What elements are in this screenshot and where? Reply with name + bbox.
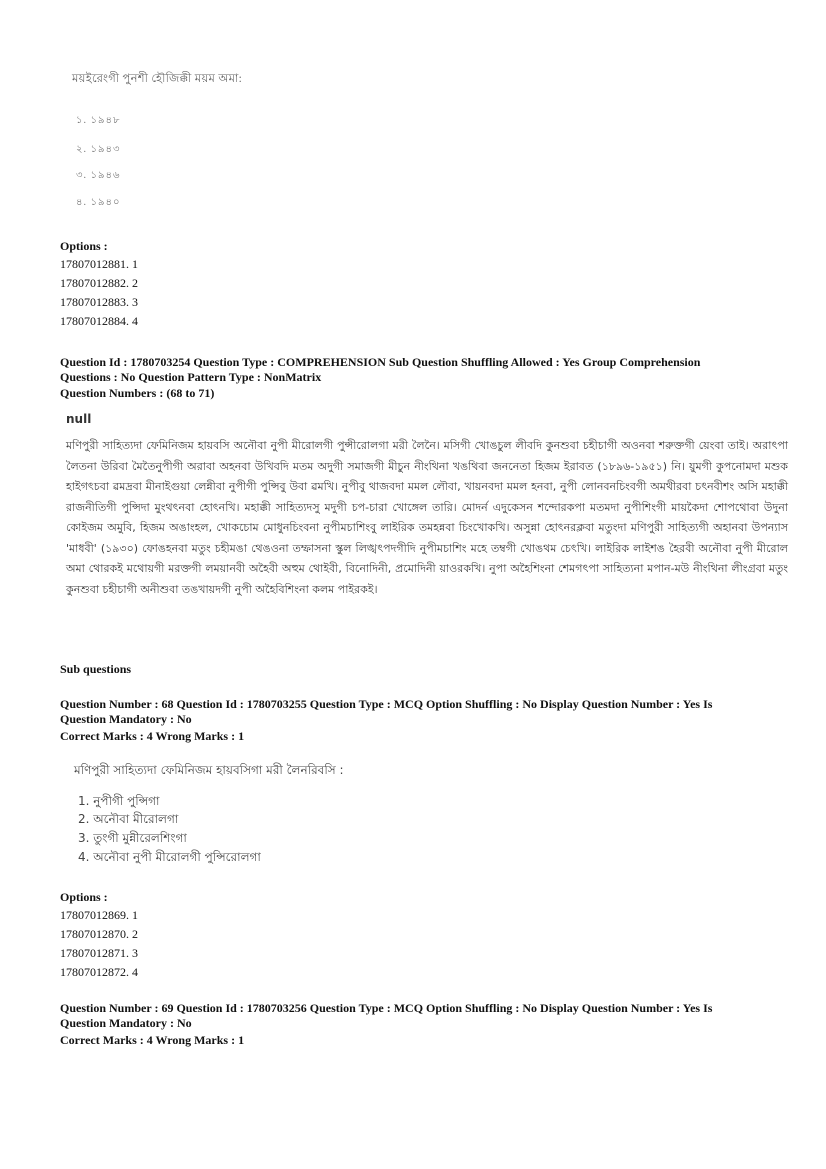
option-id: 17807012882. 2 [60,276,138,290]
question-68-option-3: 3. তুংগী মুন্নীরেলশিংগা [78,831,187,845]
option-id: 17807012871. 3 [60,946,138,960]
question-meta-line: Question Number : 68 Question Id : 1780703255 Question Type : MCQ Option Shuffling : No Display Question Number : Yes Is [60,697,713,711]
previous-question-option-1: ১. ১৯৪৮ [76,115,121,126]
question-68-meta [60,697,770,727]
question-meta-line: Question Mandatory : No [60,712,192,726]
comprehension-header-line: Questions : No Question Pattern Type : NonMatrix [60,370,322,384]
option-id: 17807012872. 4 [60,965,138,979]
option-id: 17807012869. 1 [60,908,138,922]
sub-questions-label: Sub questions [60,662,132,676]
comprehension-passage: মণিপুরী সাহিত্যদা ফেমিনিজম হায়বসি অনৌবা নুপী মীরোলগী পুন্সীরোলগা মরী লৈনৈ। মসিগী খোঙচুল লীবদি কুনশুবা চহীচাগী অওনবা শরুক্তগী য়েংবা তাই। অরাৎপা লৈতনা উরিবা মৈতৈনুপীগী অরাবা অহনবা উখিবদি মতম অদুগী সমাজগী মীচুন নীংথিনা খঙথিবা জননেতা হিজম ইরাবত (১৮৯৬-১৯৫১) নি। য়ুমগী কুপনোমদা মশুক হাইগৎচবা ৱমদ্রবা মীনাইগুয়া লেন্নীবা নুপীগী পুন্সিবু উবা ৱমখি। নুপীবু থাজবদা মমল লৌবা, খায়নবদা মমল হনবা, নুপী লোনবনচিংবগী অমথীরবা চৎনবীশং অসি মহাক্কী রাজনীতিগী পুন্সিদা মুংথৎনবা হোৎনখি। মহাক্কী সাহিত্যদসু মদুগী চপ-চারা খোঙ্গেল তারি। মোদর্ন এদুকেসন শন্দোরকপা মতমদা নুপীশিংগী মায়কৈদা শোপথোবা উদুনা কোইজম অমুবি, হিজম অঙাংহল, খোকচোম মোধুনচিংবনা নুপীমচাশিংবু লাইরিক তমহন্নবা চিংখোকখি। অসুন্না হোৎনরক্লবা মতুংদা মণিপুরী সাহিত্যগী অহানবা উপন্যাস 'মাধবী' (১৯৩০) ফোঙহনবা মতুং চহীমঙা থেঙওনা তম্ফাসনা স্কুল লিঙ্খৎপদগীদি নুপীমচাশিং মহে তম্বগী খোঙথম চেৎখি। লাইরিক লাইশঙ হৈরবী অনৌবা নুপী মীরোল অমা থোরকই মথোয়গী মরক্তগী লময়ানবী অহৈবী অহুম থোইবী, বিনোদিনী, প্রমোদিনী য়াওরকখি। নুপা অহৈশিংনা শেমগৎপা সাহিত্যনা মপান-মউ নীংথিনা লীংগ্রবা মতুং কুনশুবা চহীচাগী অনীশুবা তঙখায়দগী নুপী অহৈবিশিংনা কলম পাইরকই। [66,439,788,596]
option-id: 17807012881. 1 [60,257,138,271]
options-label: Options : [60,890,108,904]
question-69-meta [60,1001,770,1031]
question-69-marks: Correct Marks : 4 Wrong Marks : 1 [60,1033,245,1047]
question-68-stem: মণিপুরী সাহিত্যদা ফেমিনিজম হায়বসিগা মরী লৈনরিবসি : [74,763,344,777]
option-id: 17807012884. 4 [60,314,138,328]
options-label: Options : [60,239,108,253]
question-68-marks: Correct Marks : 4 Wrong Marks : 1 [60,729,245,743]
previous-question-option-3: ৩. ১৯৪৬ [76,170,121,181]
question-meta-line: Question Number : 69 Question Id : 1780703256 Question Type : MCQ Option Shuffling : No Display Question Number : Yes Is [60,1001,713,1015]
question-68-option-2: 2. অনৌবা মীরোলগা [78,812,179,826]
question-meta-line: Question Mandatory : No [60,1016,192,1030]
previous-question-option-2: ২. ১৯৪৩ [76,144,121,155]
question-68-option-4: 4. অনৌবা নুপী মীরোলগী পুন্সিরোলগা [78,850,261,864]
option-id: 17807012883. 3 [60,295,138,309]
question-numbers: Question Numbers : (68 to 71) [60,386,215,400]
null-label: null [66,412,92,426]
comprehension-header-line: Question Id : 1780703254 Question Type : COMPREHENSION Sub Question Shuffling Allowed : Yes Group Comprehension [60,355,701,369]
comprehension-header [60,355,770,385]
previous-question-stem: ময়ইরেংগী পুনশী হৌজিক্কী ময়ম অমা: [72,73,243,85]
previous-question-option-4: ৪. ১৯৪০ [76,197,121,208]
option-id: 17807012870. 2 [60,927,138,941]
question-68-option-1: 1. নুপীগী পুন্সিগা [78,794,160,808]
